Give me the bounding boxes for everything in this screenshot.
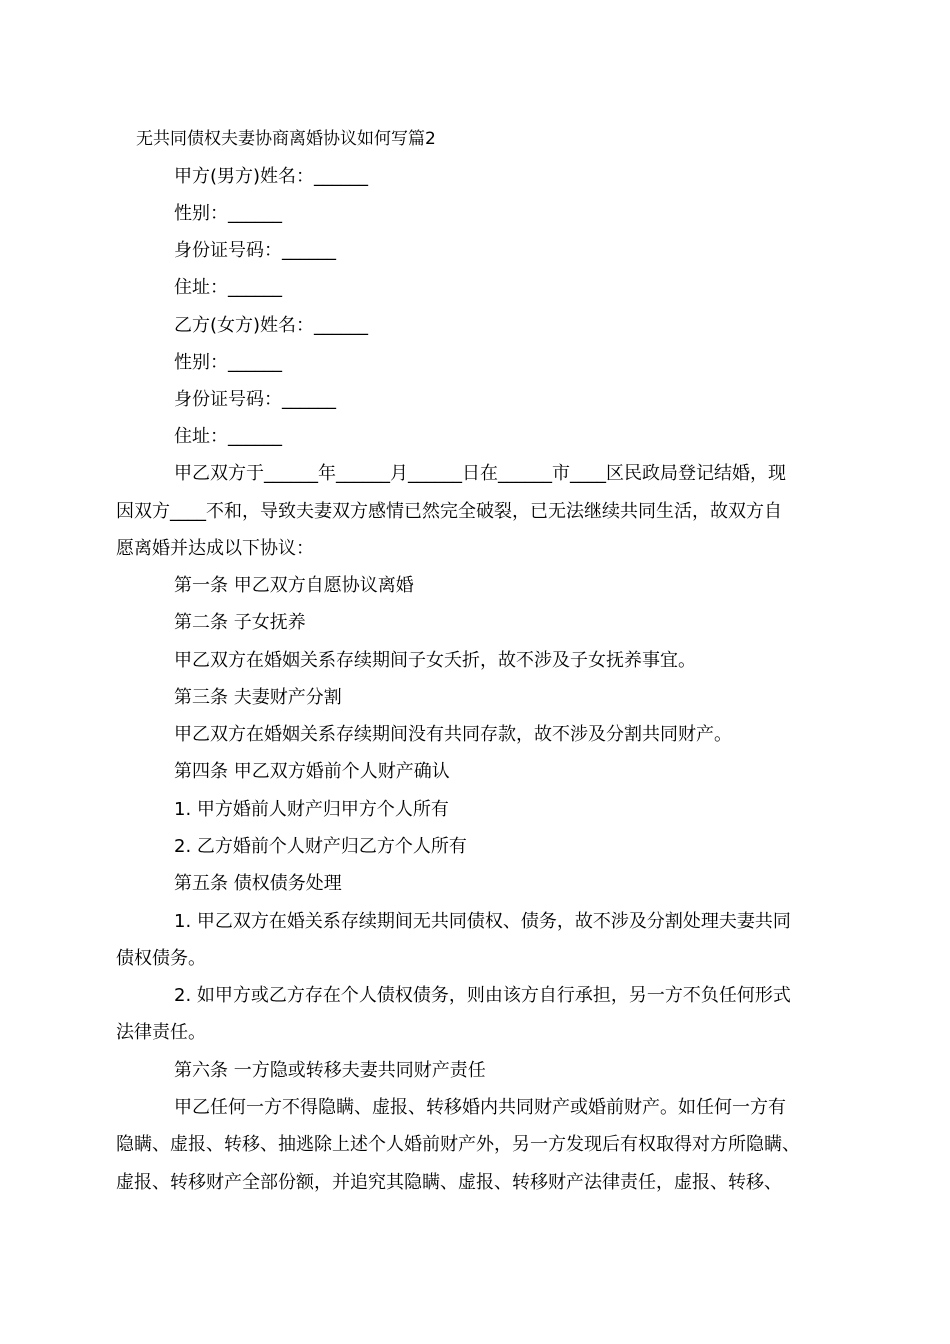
- party-b-address-field: 住址：______: [174, 426, 282, 447]
- article-5-item-1-line: 1. 甲乙双方在婚关系存续期间无共同债权、债务，故不涉及分割处理夫妻共同: [174, 911, 791, 932]
- article-5-item-2-line: 法律责任。: [116, 1022, 206, 1043]
- intro-line: 愿离婚并达成以下协议：: [116, 538, 314, 559]
- party-a-name-field: 甲方(男方)姓名：______: [174, 166, 369, 187]
- article-6-text-line: 虚报、转移财产全部份额，并追究其隐瞒、虚报、转移财产法律责任，虚报、转移、: [116, 1172, 782, 1193]
- article-2-heading: 第二条 子女抚养: [174, 612, 306, 633]
- document-title: 无共同债权夫妻协商离婚协议如何写篇2: [136, 129, 436, 149]
- article-4-item: 2. 乙方婚前个人财产归乙方个人所有: [174, 836, 467, 857]
- article-5-item-2-line: 2. 如甲方或乙方存在个人债权债务，则由该方自行承担，另一方不负任何形式: [174, 985, 791, 1006]
- article-3-heading: 第三条 夫妻财产分割: [174, 687, 342, 708]
- article-4-heading: 第四条 甲乙双方婚前个人财产确认: [174, 761, 450, 782]
- article-3-text: 甲乙双方在婚姻关系存续期间没有共同存款，故不涉及分割共同财产。: [174, 724, 732, 745]
- article-5-item-1-line: 债权债务。: [116, 948, 206, 969]
- party-b-gender-field: 性别：______: [174, 352, 282, 373]
- article-1-heading: 第一条 甲乙双方自愿协议离婚: [174, 575, 414, 596]
- party-a-id-field: 身份证号码：______: [174, 240, 336, 261]
- article-6-text-line: 隐瞒、虚报、转移、抽逃除上述个人婚前财产外，另一方发现后有权取得对方所隐瞒、: [116, 1134, 800, 1155]
- party-a-gender-field: 性别：______: [174, 203, 282, 224]
- party-b-name-field: 乙方(女方)姓名：______: [174, 315, 369, 336]
- intro-line: 甲乙双方于______年______月______日在______市____区民政局登记结婚，现: [174, 463, 786, 484]
- intro-line: 因双方____不和，导致夫妻双方感情已然完全破裂，已无法继续共同生活，故双方自: [116, 501, 782, 522]
- article-6-text-line: 甲乙任何一方不得隐瞒、虚报、转移婚内共同财产或婚前财产。如任何一方有: [174, 1097, 786, 1118]
- party-b-id-field: 身份证号码：______: [174, 389, 336, 410]
- article-2-text: 甲乙双方在婚姻关系存续期间子女夭折，故不涉及子女抚养事宜。: [174, 650, 696, 671]
- article-6-heading: 第六条 一方隐或转移夫妻共同财产责任: [174, 1060, 486, 1081]
- article-5-heading: 第五条 债权债务处理: [174, 873, 342, 894]
- party-a-address-field: 住址：______: [174, 277, 282, 298]
- article-4-item: 1. 甲方婚前人财产归甲方个人所有: [174, 799, 449, 820]
